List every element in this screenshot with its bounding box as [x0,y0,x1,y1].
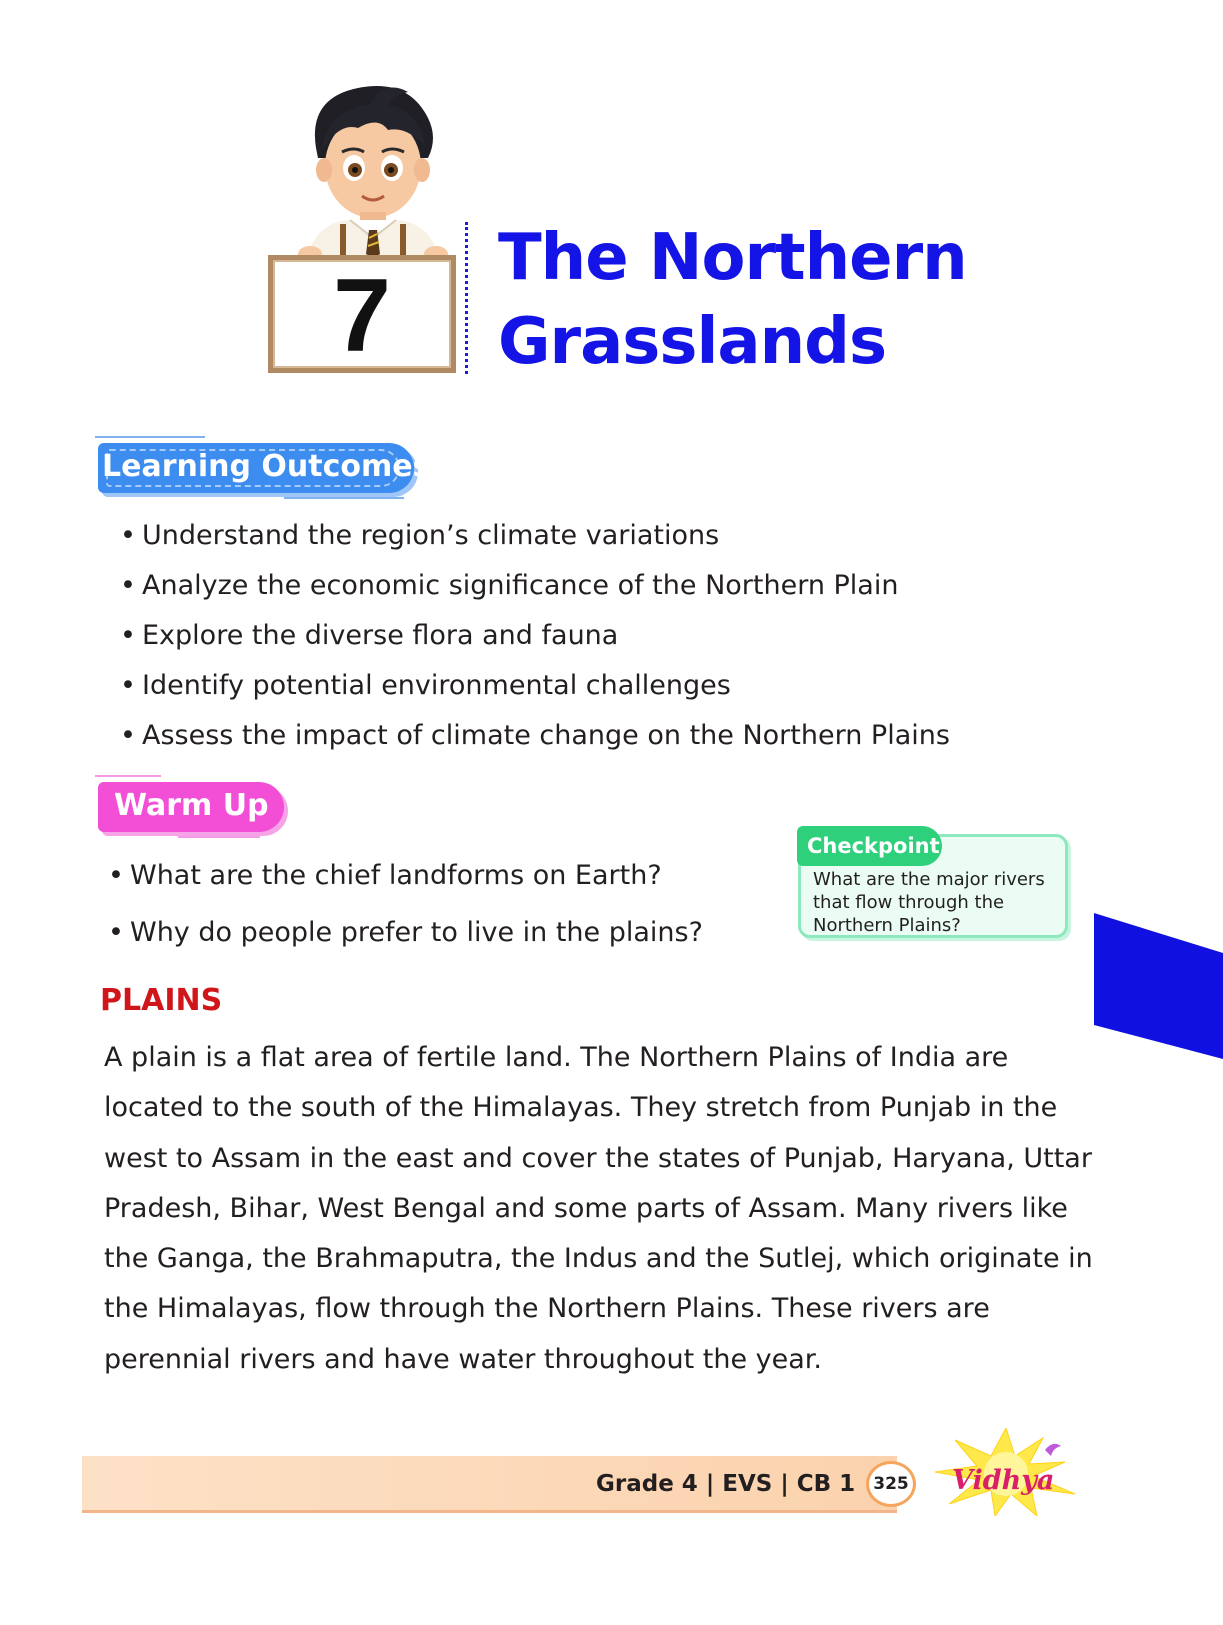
list-item-text: Understand the region’s climate variations [142,520,720,551]
chapter-number: 7 [333,258,391,374]
logo-text: Vidhya [952,1465,1055,1496]
checkpoint-question: What are the major rivers that flow through the Northern Plains? [813,869,1045,936]
checkpoint-label: Checkpoint [797,826,942,866]
decorative-line [95,436,205,438]
bullet-icon: • [108,917,124,948]
list-item [120,620,950,670]
decorative-line [95,775,161,777]
list-item-text: Why do people prefer to live in the plains? [130,917,703,948]
list-item-text: Identify potential environmental challenges [142,670,731,701]
list-item [120,670,950,720]
list-item [120,570,950,620]
footer-bar-edge [82,1510,897,1513]
bullet-icon: • [120,670,136,701]
plains-paragraph: A plain is a flat area of fertile land. The Northern Plains of India are located to the south of the Himalayas. They stretch from Punjab in the west to Assam in the east and cover the states of Punjab, Haryana, Uttar Pradesh, Bihar, West Bengal and some parts of Assam. Many rivers like the Ganga, the Brahmaputra, the Indus and the Sutlej, which originate in the Himalayas, flow through the Northern Plains. These rivers are perennial rivers and have water throughout the year. [104,1042,1093,1375]
list-item-text: Assess the impact of climate change on the Northern Plains [142,720,950,751]
warm-up-list [108,860,703,974]
list-item-text: Explore the diverse flora and fauna [142,620,619,651]
list-item-text: Analyze the economic significance of the Northern Plain [142,570,899,601]
list-item [120,720,950,770]
student-illustration [288,78,458,258]
footer-course-info: Grade 4 | EVS | CB 1 [596,1471,856,1497]
bullet-icon: • [120,720,136,751]
bullet-icon: • [120,620,136,651]
page-number: 325 [873,1474,909,1494]
page-number-badge [866,1461,916,1507]
chapter-number-board [268,255,456,373]
chapter-title-line-2: Grasslands [498,305,887,379]
chapter-title-line-1: The Northern [498,221,967,295]
list-item [108,917,703,974]
learning-outcomes-list [120,520,950,770]
side-tab-marker [1094,913,1223,1059]
learning-outcomes-label: Learning Outcomes [102,449,431,484]
list-item [108,860,703,917]
list-item [120,520,950,570]
dashed-border [106,449,400,487]
decorative-line [284,497,404,499]
title-divider [465,222,468,374]
bullet-icon: • [120,520,136,551]
plains-heading: PLAINS [100,983,223,1018]
learning-outcomes-heading [98,443,431,493]
warm-up-heading: Warm Up [98,782,284,832]
bullet-icon: • [108,860,124,891]
decorative-line [178,836,260,838]
list-item-text: What are the chief landforms on Earth? [130,860,662,891]
bullet-icon: • [120,570,136,601]
